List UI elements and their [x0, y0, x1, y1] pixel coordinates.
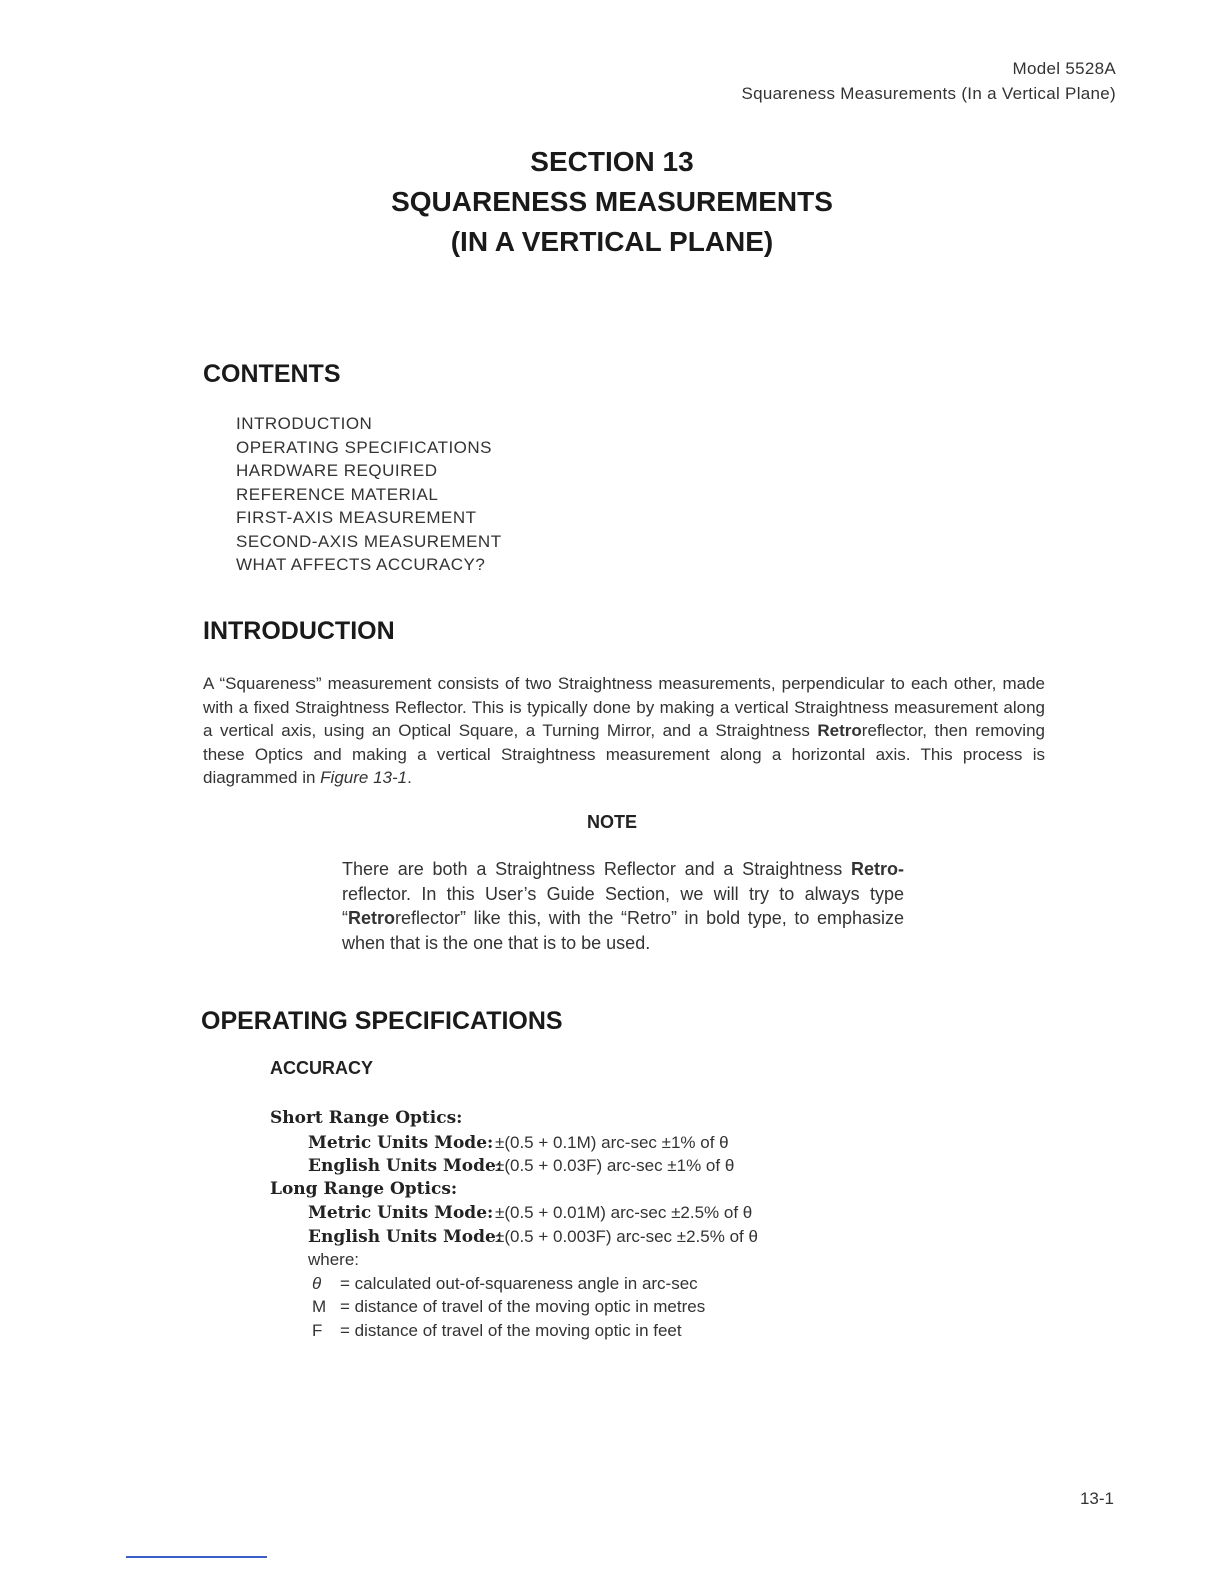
note-text-1: There are both a Straightness Reflector and a Straightness	[342, 859, 851, 879]
operating-specifications-heading: OPERATING SPECIFICATIONS	[201, 1007, 563, 1035]
contents-item: OPERATING SPECIFICATIONS	[236, 437, 493, 457]
contents-list	[236, 412, 502, 577]
footnote-divider	[126, 1556, 267, 1558]
long-range-label: Long Range Optics:	[270, 1178, 458, 1199]
definition-row	[270, 1295, 758, 1319]
contents-item: WHAT AFFECTS ACCURACY?	[236, 555, 486, 574]
where-label: where:	[308, 1250, 360, 1269]
section-title	[0, 142, 1224, 262]
note-body	[342, 857, 904, 955]
running-header	[742, 56, 1116, 106]
accuracy-label: ACCURACY	[270, 1058, 373, 1078]
short-range-label: Short Range Optics:	[270, 1108, 463, 1128]
header-model: Model 5528A	[1012, 59, 1116, 78]
contents-item: HARDWARE REQUIRED	[236, 461, 438, 480]
metric-mode-value: ±(0.5 + 0.01M) arc-sec ±2.5% of θ	[495, 1203, 753, 1222]
definition-symbol: θ	[312, 1273, 322, 1293]
contents-item: REFERENCE MATERIAL	[236, 484, 439, 504]
accuracy-spec-block	[270, 1107, 758, 1342]
section-title-line-3: (IN A VERTICAL PLANE)	[450, 226, 774, 257]
definition-text: = distance of travel of the moving optic in feet	[340, 1320, 682, 1340]
metric-mode-value: ±(0.5 + 0.1M) arc-sec ±1% of θ	[495, 1132, 729, 1152]
intro-text-1: A “Squareness” measurement consists of two Straightness measurements, perpendicular to each other, made with a fixed Straightness Reflector. This is typically done by making a vertical Straightness measurement along a vertical axis, using an Optical Square, a Turning Mirror, and a Straightness	[203, 674, 1045, 740]
long-range-metric-row	[270, 1201, 758, 1225]
intro-retro-bold: Retro	[817, 721, 862, 740]
contents-item: SECOND-AXIS MEASUREMENT	[236, 531, 502, 551]
header-subtitle: Squareness Measurements (In a Vertical Plane)	[741, 84, 1116, 103]
definition-symbol: M	[312, 1297, 327, 1316]
english-mode-label: English Units Mode:	[308, 1156, 503, 1176]
section-title-line-1: SECTION 13	[530, 146, 694, 177]
definition-text: = distance of travel of the moving optic in metres	[340, 1297, 706, 1316]
note-label: NOTE	[586, 812, 637, 832]
english-mode-label: English Units Mode:	[308, 1226, 503, 1247]
metric-mode-label: Metric Units Mode:	[308, 1203, 494, 1223]
english-mode-value: ±(0.5 + 0.003F) arc-sec ±2.5% of θ	[495, 1226, 758, 1246]
contents-item: INTRODUCTION	[236, 414, 373, 433]
definition-row	[270, 1272, 758, 1296]
note-bold-1: Retro-	[851, 859, 904, 879]
contents-item: FIRST-AXIS MEASUREMENT	[236, 508, 477, 527]
note-text-3: reflector” like this, with the “Retro” in bold type, to emphasize when that is the one that is to be used.	[342, 908, 904, 953]
metric-mode-label: Metric Units Mode:	[308, 1132, 494, 1153]
intro-text-end: .	[407, 768, 412, 787]
introduction-paragraph	[203, 672, 1045, 790]
page-number: 13-1	[1079, 1489, 1114, 1508]
section-title-line-2: SQUARENESS MEASUREMENTS	[391, 186, 833, 217]
definition-symbol: F	[312, 1320, 323, 1340]
definition-text: = calculated out-of-squareness angle in arc-sec	[340, 1273, 698, 1293]
introduction-heading: INTRODUCTION	[203, 617, 395, 645]
figure-reference: Figure 13-1	[320, 768, 408, 787]
intro-text-2: reflector, then removing these Optics and making a vertical Straightness measurement along a horizontal axis. This process is diagrammed in	[203, 721, 1045, 787]
note-bold-2: Retro	[348, 908, 396, 928]
short-range-metric-row	[270, 1131, 758, 1155]
definition-row	[270, 1319, 758, 1343]
note-text-2: reflector. In this User’s Guide Section, we will try to always type “	[342, 883, 904, 928]
english-mode-value: ±(0.5 + 0.03F) arc-sec ±1% of θ	[495, 1156, 735, 1175]
long-range-english-row	[270, 1225, 758, 1249]
contents-heading: CONTENTS	[203, 360, 341, 388]
short-range-english-row	[270, 1154, 758, 1178]
